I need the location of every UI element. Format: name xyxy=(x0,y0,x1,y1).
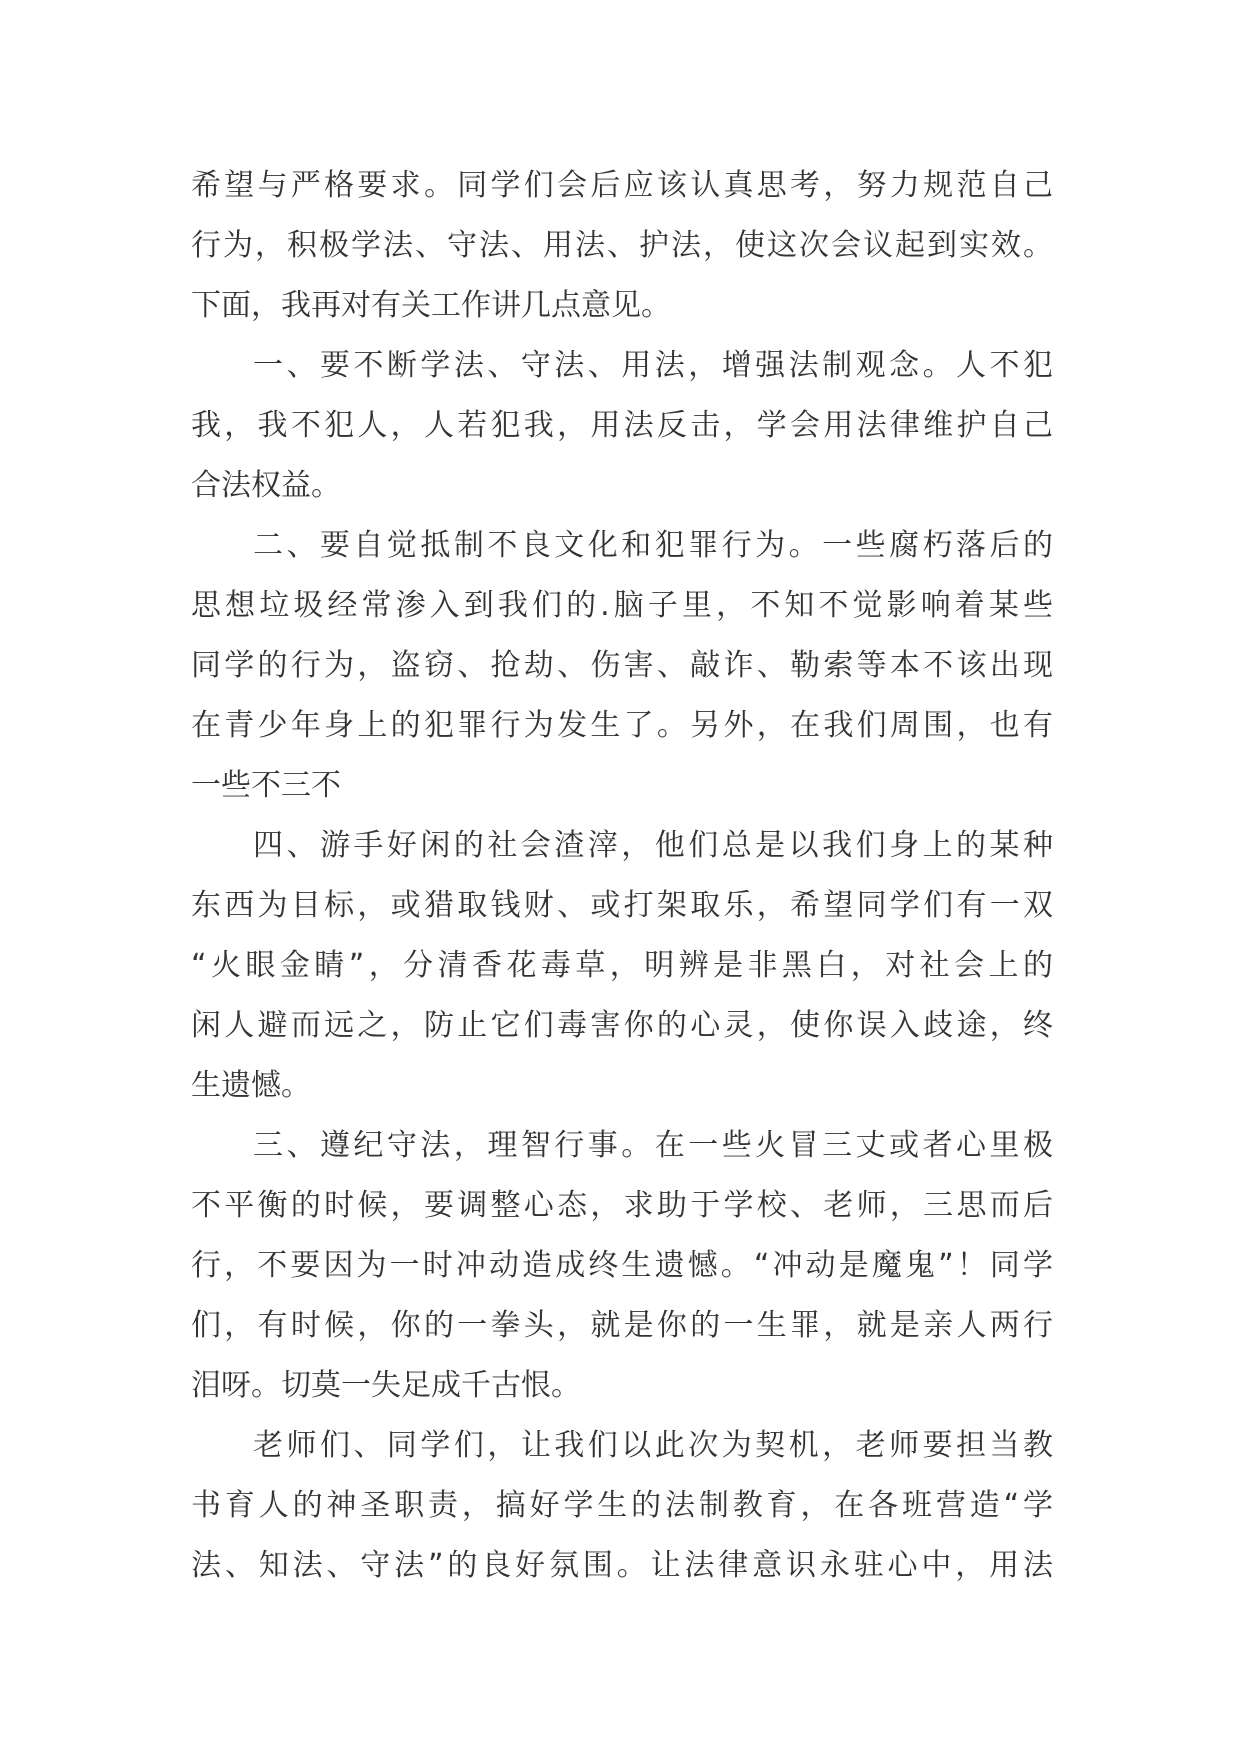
text-line: 希望与严格要求。同学们会后应该认真思考，努力规范自己 xyxy=(191,168,1053,203)
text-line: 三、遵纪守法，理智行事。在一些火冒三丈或者心里极 xyxy=(253,1128,1053,1163)
text-line: 我，我不犯人，人若犯我，用法反击，学会用法律维护自己 xyxy=(191,408,1053,443)
text-line: 在青少年身上的犯罪行为发生了。另外，在我们周围，也有 xyxy=(191,708,1053,743)
text-line: 老师们、同学们，让我们以此次为契机，老师要担当教 xyxy=(253,1428,1053,1463)
text-line: 泪呀。切莫一失足成千古恨。 xyxy=(191,1368,581,1403)
text-line: 合法权益。 xyxy=(191,468,341,503)
text-line: 法、知法、守法”的良好氛围。让法律意识永驻心中，用法 xyxy=(191,1548,1053,1583)
text-line: 四、游手好闲的社会渣滓，他们总是以我们身上的某种 xyxy=(253,828,1053,863)
text-line: 行，不要因为一时冲动造成终生遗憾。“冲动是魔鬼”！同学 xyxy=(191,1248,1053,1283)
text-line: 二、要自觉抵制不良文化和犯罪行为。一些腐朽落后的 xyxy=(253,528,1053,563)
text-line: 生遗憾。 xyxy=(191,1068,311,1103)
text-line: 一些不三不 xyxy=(191,768,341,803)
document-body xyxy=(191,156,1053,1596)
text-line: 下面，我再对有关工作讲几点意见。 xyxy=(191,288,671,323)
text-line: 同学的行为，盗窃、抢劫、伤害、敲诈、勒索等本不该出现 xyxy=(191,648,1053,683)
text-line: 东西为目标，或猎取钱财、或打架取乐，希望同学们有一双 xyxy=(191,888,1053,923)
text-line: 思想垃圾经常渗入到我们的.脑子里，不知不觉影响着某些 xyxy=(191,588,1053,623)
text-line: “火眼金睛”，分清香花毒草，明辨是非黑白，对社会上的 xyxy=(191,948,1053,983)
text-line: 书育人的神圣职责，搞好学生的法制教育，在各班营造“学 xyxy=(191,1488,1053,1523)
text-line: 一、要不断学法、守法、用法，增强法制观念。人不犯 xyxy=(253,348,1053,383)
text-line: 不平衡的时候，要调整心态，求助于学校、老师，三思而后 xyxy=(191,1188,1053,1223)
text-line: 行为，积极学法、守法、用法、护法，使这次会议起到实效。 xyxy=(191,228,1053,263)
text-line: 们，有时候，你的一拳头，就是你的一生罪，就是亲人两行 xyxy=(191,1308,1053,1343)
text-line: 闲人避而远之，防止它们毒害你的心灵，使你误入歧途，终 xyxy=(191,1008,1053,1043)
